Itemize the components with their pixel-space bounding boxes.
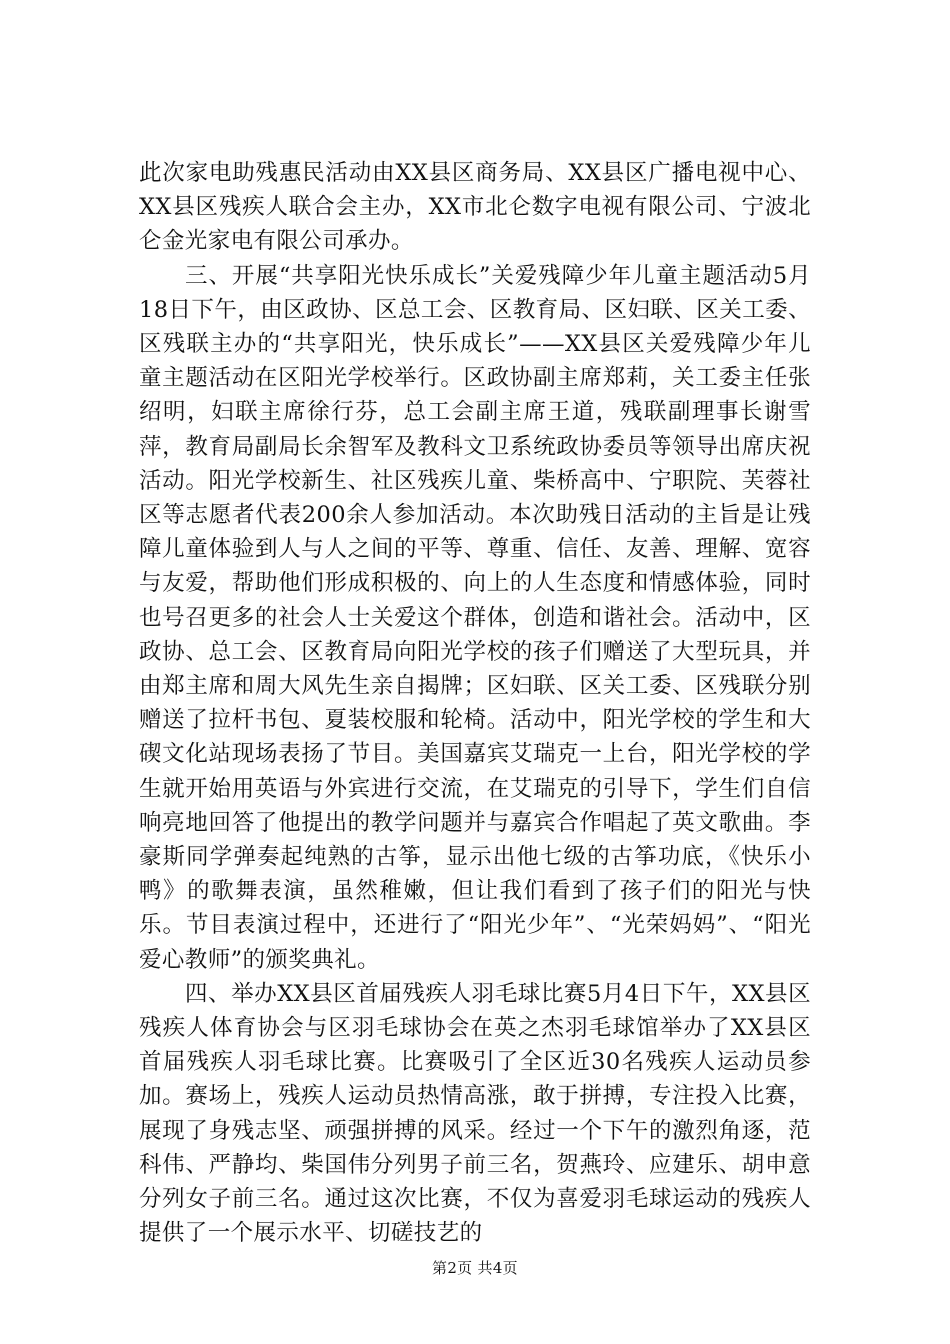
page-footer: 第2页 共4页 [432, 1259, 518, 1277]
document-body [139, 156, 811, 1251]
paragraph-1: 此次家电助残惠民活动由XX县区商务局、XX县区广播电视中心、XX县区残疾人联合会主办，XX市北仑数字电视有限公司、宁波北仑金光家电有限公司承办。 [139, 160, 811, 255]
paragraph-3: 四、举办XX县区首届残疾人羽毛球比赛5月4日下午，XX县区残疾人体育协会与区羽毛球协会在英之杰羽毛球馆举办了XX县区首届残疾人羽毛球比赛。比赛吸引了全区近30名残疾人运动员参加。赛场上，残疾人运动员热情高涨，敢于拼搏，专注投入比赛，展现了身残志坚、顽强拼搏的风采。经过一个下午的激烈角逐，范科伟、严静均、柴国伟分列男子前三名，贺燕玲、应建乐、胡申意分列女子前三名。通过这次比赛，不仅为喜爱羽毛球运动的残疾人提供了一个展示水平、切磋技艺的 [139, 980, 811, 1247]
paragraph-2: 三、开展“共享阳光快乐成长”关爱残障少年儿童主题活动5月18日下午，由区政协、区总工会、区教育局、区妇联、区关工委、区残联主办的“共享阳光，快乐成长”——XX县区关爱残障少年儿童主题活动在区阳光学校举行。区政协副主席郑莉，关工委主任张绍明，妇联主席徐行芬，总工会副主席王道，残联副理事长谢雪萍，教育局副局长余智军及教科文卫系统政协委员等领导出席庆祝活动。阳光学校新生、社区残疾儿童、柴桥高中、宁职院、芙蓉社区等志愿者代表200余人参加活动。本次助残日活动的主旨是让残障儿童体验到人与人之间的平等、尊重、信任、友善、理解、宽容与友爱，帮助他们形成积极的、向上的人生态度和情感体验，同时也号召更多的社会人士关爱这个群体，创造和谐社会。活动中，区政协、总工会、区教育局向阳光学校的孩子们赠送了大型玩具，并由郑主席和周大风先生亲自揭牌；区妇联、区关工委、区残联分别赠送了拉杆书包、夏装校服和轮椅。活动中，阳光学校的学生和大碶文化站现场表扬了节目。美国嘉宾艾瑞克一上台，阳光学校的学生就开始用英语与外宾进行交流，在艾瑞克的引导下，学生们自信响亮地回答了他提出的教学问题并与嘉宾合作唱起了英文歌曲。李豪斯同学弹奏起纯熟的古筝，显示出他七级的古筝功底，《快乐小鸭》的歌舞表演，虽然稚嫩，但让我们看到了孩子们的阳光与快乐。节目表演过程中，还进行了“阳光少年”、“光荣妈妈”、“阳光爱心教师”的颁奖典礼。 [139, 262, 811, 973]
